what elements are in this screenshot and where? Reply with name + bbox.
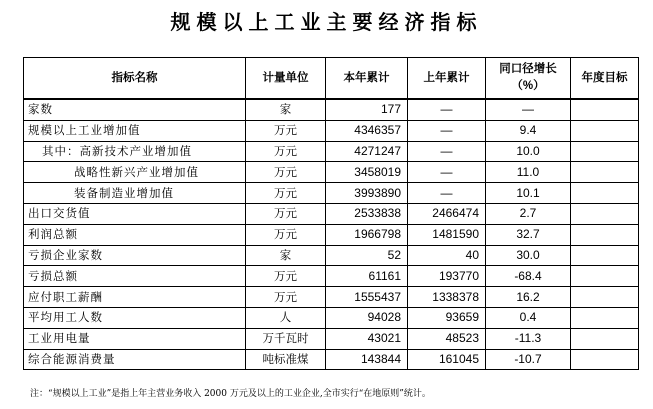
previous-cumulative-cell: 93659 [408, 307, 486, 328]
table-row [24, 203, 639, 224]
previous-cumulative-cell: 40 [408, 245, 486, 266]
current-cumulative-cell: 1966798 [326, 224, 408, 245]
previous-cumulative-cell: — [408, 99, 486, 120]
header-growth-rate: 同口径增长（%） [486, 58, 571, 100]
table-row [24, 287, 639, 308]
current-cumulative-cell: 4271247 [326, 141, 408, 162]
unit-cell: 万元 [246, 224, 326, 245]
previous-cumulative-cell: 193770 [408, 266, 486, 287]
table-row [24, 307, 639, 328]
indicator-name-cell: 综合能源消费量 [24, 349, 246, 370]
annual-target-cell [571, 349, 639, 370]
unit-cell: 家 [246, 245, 326, 266]
previous-cumulative-cell: 48523 [408, 328, 486, 349]
header-annual-target: 年度目标 [571, 58, 639, 100]
annual-target-cell [571, 224, 639, 245]
indicator-name-cell: 战略性新兴产业增加值 [24, 162, 246, 183]
growth-rate-cell: 11.0 [486, 162, 571, 183]
table-row [24, 245, 639, 266]
previous-cumulative-cell: 161045 [408, 349, 486, 370]
annual-target-cell [571, 141, 639, 162]
header-current-cumulative: 本年累计 [326, 58, 408, 100]
annual-target-cell [571, 307, 639, 328]
indicator-name-cell: 平均用工人数 [24, 307, 246, 328]
indicator-name-cell: 家数 [24, 99, 246, 120]
unit-cell: 家 [246, 99, 326, 120]
growth-rate-cell: -10.7 [486, 349, 571, 370]
current-cumulative-cell: 94028 [326, 307, 408, 328]
unit-cell: 万元 [246, 203, 326, 224]
current-cumulative-cell: 2533838 [326, 203, 408, 224]
unit-cell: 吨标准煤 [246, 349, 326, 370]
growth-rate-cell: 2.7 [486, 203, 571, 224]
growth-rate-cell: 10.0 [486, 141, 571, 162]
unit-cell: 万元 [246, 183, 326, 204]
indicator-name-cell: 装备制造业增加值 [24, 183, 246, 204]
indicator-name-cell: 工业用电量 [24, 328, 246, 349]
growth-rate-cell: 16.2 [486, 287, 571, 308]
unit-cell: 万元 [246, 162, 326, 183]
previous-cumulative-cell: 1481590 [408, 224, 486, 245]
table-row [24, 224, 639, 245]
previous-cumulative-cell: — [408, 162, 486, 183]
previous-cumulative-cell: — [408, 141, 486, 162]
table-row [24, 99, 639, 120]
annual-target-cell [571, 120, 639, 141]
indicator-name-cell: 其中：高新技术产业增加值 [24, 141, 246, 162]
annual-target-cell [571, 287, 639, 308]
previous-cumulative-cell: 2466474 [408, 203, 486, 224]
table-row [24, 141, 639, 162]
indicator-name-cell: 利润总额 [24, 224, 246, 245]
current-cumulative-cell: 3458019 [326, 162, 408, 183]
current-cumulative-cell: 61161 [326, 266, 408, 287]
growth-rate-cell: 30.0 [486, 245, 571, 266]
indicator-table [23, 57, 639, 370]
unit-cell: 万千瓦时 [246, 328, 326, 349]
current-cumulative-cell: 143844 [326, 349, 408, 370]
annual-target-cell [571, 162, 639, 183]
current-cumulative-cell: 3993890 [326, 183, 408, 204]
annual-target-cell [571, 203, 639, 224]
growth-rate-cell: 9.4 [486, 120, 571, 141]
current-cumulative-cell: 1555437 [326, 287, 408, 308]
annual-target-cell [571, 266, 639, 287]
table-row [24, 183, 639, 204]
previous-cumulative-cell: — [408, 183, 486, 204]
annual-target-cell [571, 245, 639, 266]
indicator-name-cell: 出口交货值 [24, 203, 246, 224]
current-cumulative-cell: 43021 [326, 328, 408, 349]
annual-target-cell [571, 183, 639, 204]
growth-rate-cell: -68.4 [486, 266, 571, 287]
indicator-name-cell: 亏损企业家数 [24, 245, 246, 266]
growth-rate-cell: 0.4 [486, 307, 571, 328]
unit-cell: 万元 [246, 287, 326, 308]
annual-target-cell [571, 328, 639, 349]
current-cumulative-cell: 4346357 [326, 120, 408, 141]
footnote: 注：“规模以上工业”是指上年主营业务收入 2000 万元及以上的工业企业,全市实行“在地原则”统计。 [30, 389, 431, 399]
page-title: 规模以上工业主要经济指标 [170, 10, 483, 34]
annual-target-cell [571, 99, 639, 120]
table-row [24, 328, 639, 349]
unit-cell: 万元 [246, 266, 326, 287]
table-row [24, 162, 639, 183]
indicator-name-cell: 亏损总额 [24, 266, 246, 287]
indicator-name-cell: 应付职工薪酬 [24, 287, 246, 308]
table-row [24, 120, 639, 141]
table-header-row [24, 58, 639, 100]
table-row [24, 349, 639, 370]
growth-rate-cell: 32.7 [486, 224, 571, 245]
previous-cumulative-cell: 1338378 [408, 287, 486, 308]
indicator-name-cell: 规模以上工业增加值 [24, 120, 246, 141]
unit-cell: 人 [246, 307, 326, 328]
table-row [24, 266, 639, 287]
header-unit: 计量单位 [246, 58, 326, 100]
header-indicator-name: 指标名称 [24, 58, 246, 100]
unit-cell: 万元 [246, 120, 326, 141]
current-cumulative-cell: 52 [326, 245, 408, 266]
growth-rate-cell: — [486, 99, 571, 120]
header-previous-cumulative: 上年累计 [408, 58, 486, 100]
growth-rate-cell: 10.1 [486, 183, 571, 204]
current-cumulative-cell: 177 [326, 99, 408, 120]
previous-cumulative-cell: — [408, 120, 486, 141]
growth-rate-cell: -11.3 [486, 328, 571, 349]
unit-cell: 万元 [246, 141, 326, 162]
